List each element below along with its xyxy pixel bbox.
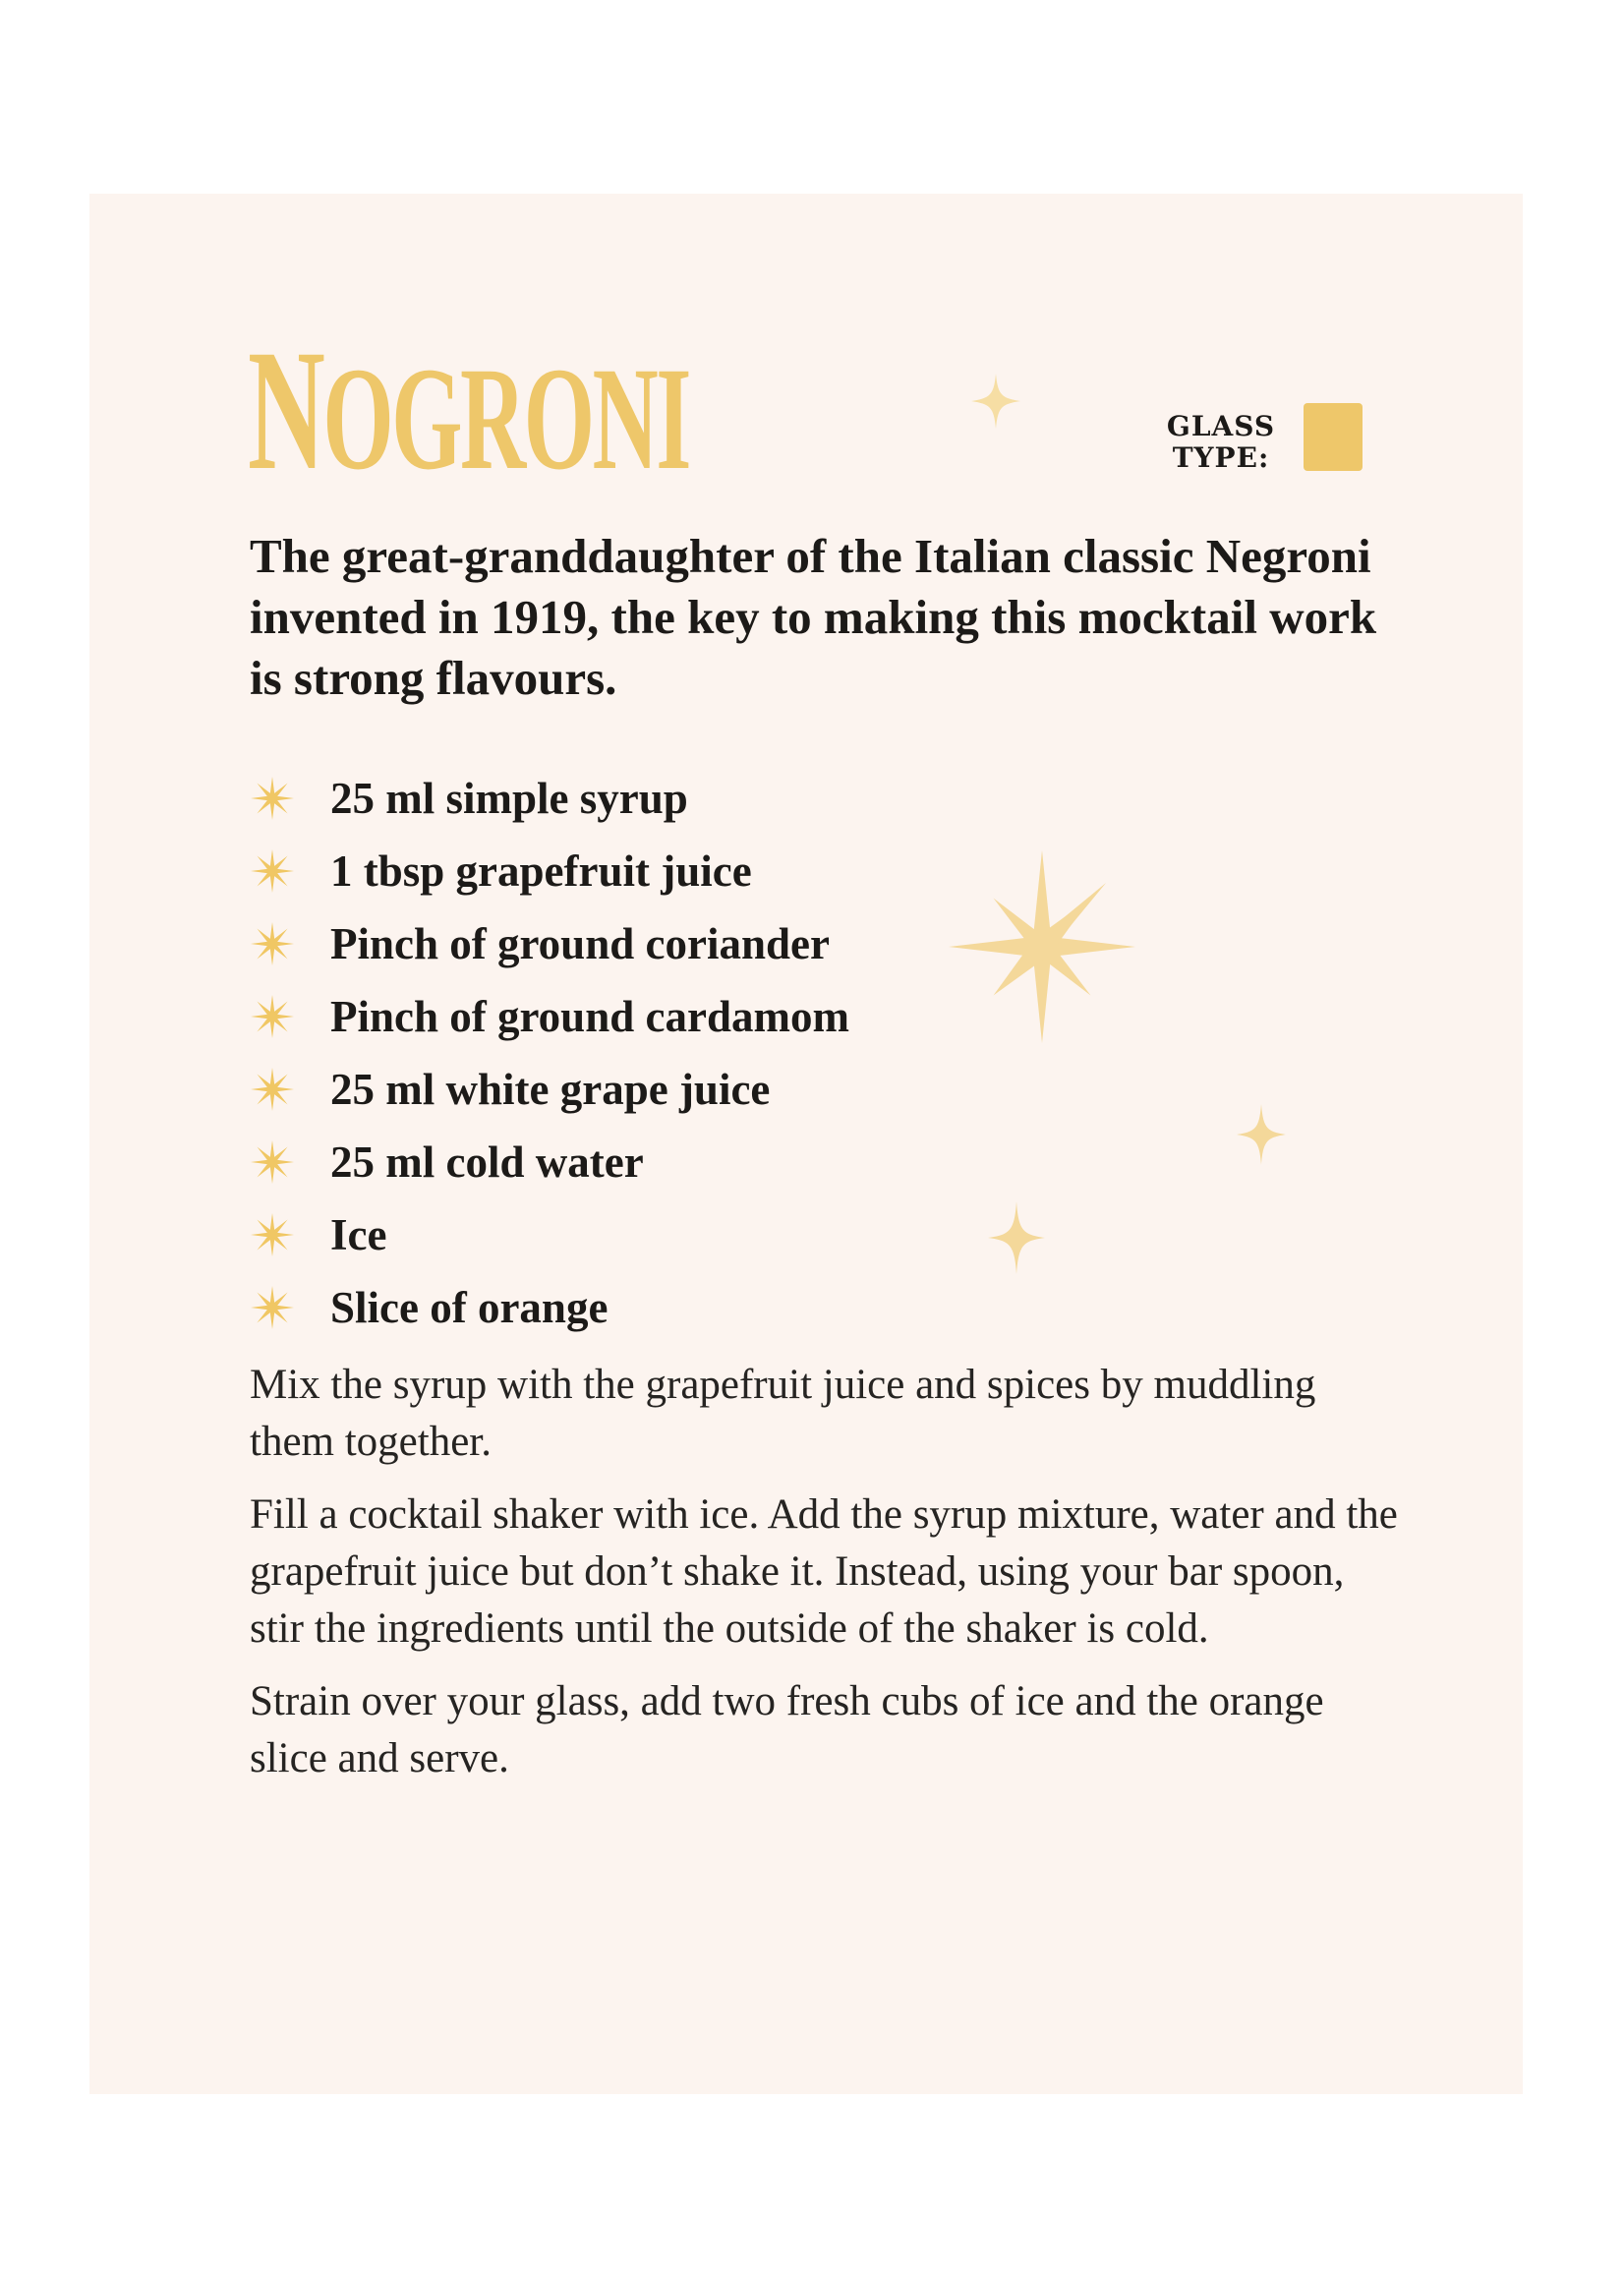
sparkle-icon: [988, 1201, 1045, 1274]
method-step: Fill a cocktail shaker with ice. Add the syrup mixture, water and the grapefruit juice but don’t shake it. Instead, using your bar spoon, stir the ingredients until the outside of the shaker is cold.: [250, 1491, 1398, 1652]
ingredient-text: 25 ml simple syrup: [330, 774, 688, 823]
recipe-intro: The great-granddaughter of the Italian classic Negroni invented in 1919, the key to making this mocktail work is strong flavours.: [250, 529, 1377, 705]
ingredient-item: [250, 1126, 849, 1198]
eight-point-star-icon: [250, 1067, 295, 1112]
ingredient-text: Pinch of ground coriander: [330, 919, 830, 968]
ingredient-text: Pinch of ground cardamom: [330, 992, 849, 1041]
ingredient-text: 1 tbsp grapefruit juice: [330, 846, 752, 896]
ingredient-item: [250, 1271, 849, 1344]
method-step: Mix the syrup with the grapefruit juice and spices by muddling them together.: [250, 1362, 1316, 1465]
large-star-icon: [949, 850, 1135, 1043]
recipe-title: [248, 315, 689, 506]
method-step: Strain over your glass, add two fresh cubs of ice and the orange slice and serve.: [250, 1678, 1324, 1781]
title-rest: OGRONI: [322, 337, 689, 500]
eight-point-star-icon: [250, 1212, 295, 1257]
ingredient-item: [250, 835, 849, 907]
eight-point-star-icon: [250, 1285, 295, 1330]
ingredient-text: 25 ml white grape juice: [330, 1065, 771, 1114]
sparkle-icon: [1237, 1104, 1286, 1165]
ingredient-text: 25 ml cold water: [330, 1137, 644, 1187]
ingredient-item: [250, 907, 849, 980]
eight-point-star-icon: [250, 994, 295, 1039]
title-first-letter: N: [248, 315, 323, 506]
ingredient-list: [250, 762, 849, 1344]
method-section: [250, 1357, 1400, 1803]
ingredient-item: [250, 762, 849, 835]
ingredient-text: Slice of orange: [330, 1283, 609, 1332]
eight-point-star-icon: [250, 776, 295, 821]
glass-type-swatch: [1304, 403, 1363, 471]
ingredient-item: [250, 980, 849, 1053]
glass-label-line1: GLASS: [1166, 410, 1276, 442]
eight-point-star-icon: [250, 1139, 295, 1185]
ingredient-item: [250, 1053, 849, 1126]
glass-label-line2: TYPE:: [1172, 441, 1270, 474]
sparkle-icon: [971, 374, 1020, 429]
ingredient-item: [250, 1198, 849, 1271]
glass-type-label: [1162, 411, 1280, 474]
ingredient-text: Ice: [330, 1210, 387, 1259]
eight-point-star-icon: [250, 848, 295, 894]
eight-point-star-icon: [250, 921, 295, 966]
